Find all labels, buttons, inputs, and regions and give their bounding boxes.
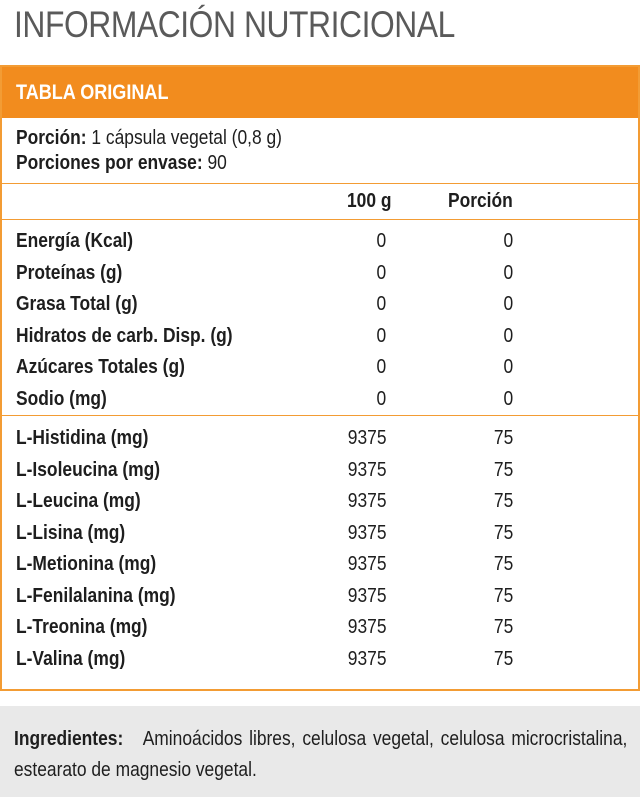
portion-line <box>16 126 545 151</box>
table-row <box>2 519 638 551</box>
table-row <box>2 582 638 614</box>
table-row <box>2 456 638 488</box>
row-value-portion: 0 <box>503 324 513 347</box>
row-value-100g: 9375 <box>347 647 386 670</box>
table-row <box>2 645 638 677</box>
row-value-portion: 0 <box>503 230 513 252</box>
row-value-100g: 9375 <box>347 521 386 544</box>
row-label: Grasa Total (g) <box>16 293 138 315</box>
row-label: L-Leucina (mg) <box>16 490 141 512</box>
row-value-portion: 75 <box>493 521 513 544</box>
row-label: Azúcares Totales (g) <box>16 356 185 378</box>
row-value-100g: 9375 <box>347 553 386 575</box>
table-row <box>2 227 638 259</box>
row-value-100g: 9375 <box>347 458 386 481</box>
row-value-100g: 0 <box>376 324 386 347</box>
row-value-100g: 0 <box>376 356 386 378</box>
servings-value: 90 <box>207 152 227 174</box>
table-row <box>2 385 638 417</box>
table-row <box>2 353 638 385</box>
row-value-portion: 0 <box>503 387 513 410</box>
ingredients-label: Ingredientes: <box>14 728 124 750</box>
ingredients-text: Aminoácidos libres, celulosa vegetal, celulosa microcristalina, estearato de magnesio vegetal. <box>14 728 628 781</box>
table-header-label: TABLA ORIGINAL <box>16 80 169 104</box>
column-header-portion: Porción <box>448 190 513 212</box>
servings-label: Porciones por envase: <box>16 152 203 174</box>
row-label: Proteínas (g) <box>16 261 123 284</box>
ingredients-text-block <box>14 724 627 786</box>
portion-value: 1 cápsula vegetal (0,8 g) <box>91 127 282 149</box>
table-row <box>2 487 638 519</box>
row-value-100g: 0 <box>376 230 386 252</box>
row-label: L-Lisina (mg) <box>16 521 126 544</box>
row-value-100g: 0 <box>376 293 386 315</box>
column-header-100g: 100 g <box>347 190 392 212</box>
portion-label: Porción: <box>16 127 87 149</box>
row-value-100g: 9375 <box>347 427 386 449</box>
table-row <box>2 259 638 291</box>
table-row <box>2 613 638 645</box>
row-label: Sodio (mg) <box>16 387 107 410</box>
ingredients-panel <box>0 706 640 797</box>
row-label: Hidratos de carb. Disp. (g) <box>16 324 233 347</box>
row-value-100g: 0 <box>376 387 386 410</box>
row-value-portion: 75 <box>493 458 513 481</box>
row-value-portion: 75 <box>493 427 513 449</box>
row-value-portion: 0 <box>503 293 513 315</box>
row-value-portion: 0 <box>503 261 513 284</box>
serving-info <box>2 118 638 184</box>
table-row <box>2 550 638 582</box>
row-label: L-Valina (mg) <box>16 647 126 670</box>
column-headers <box>2 184 638 220</box>
nutrients-section <box>2 220 638 416</box>
amino-acids-section <box>2 416 638 676</box>
row-label: Energía (Kcal) <box>16 230 134 252</box>
row-value-portion: 75 <box>493 553 513 575</box>
table-row <box>2 322 638 354</box>
row-value-100g: 9375 <box>347 490 386 512</box>
servings-line <box>16 151 545 176</box>
nutrition-table <box>0 65 640 691</box>
row-label: L-Treonina (mg) <box>16 616 148 638</box>
row-label: L-Fenilalanina (mg) <box>16 584 176 607</box>
row-value-100g: 9375 <box>347 616 386 638</box>
page-title: INFORMACIÓN NUTRICIONAL <box>14 4 455 45</box>
row-value-portion: 75 <box>493 490 513 512</box>
table-row <box>2 290 638 322</box>
row-label: L-Histidina (mg) <box>16 427 149 449</box>
row-value-portion: 75 <box>493 616 513 638</box>
row-value-portion: 75 <box>493 647 513 670</box>
row-value-portion: 75 <box>493 584 513 607</box>
row-label: L-Isoleucina (mg) <box>16 458 161 481</box>
row-label: L-Metionina (mg) <box>16 553 157 575</box>
row-value-100g: 9375 <box>347 584 386 607</box>
row-value-portion: 0 <box>503 356 513 378</box>
table-row <box>2 424 638 456</box>
row-value-100g: 0 <box>376 261 386 284</box>
table-header <box>2 67 638 118</box>
